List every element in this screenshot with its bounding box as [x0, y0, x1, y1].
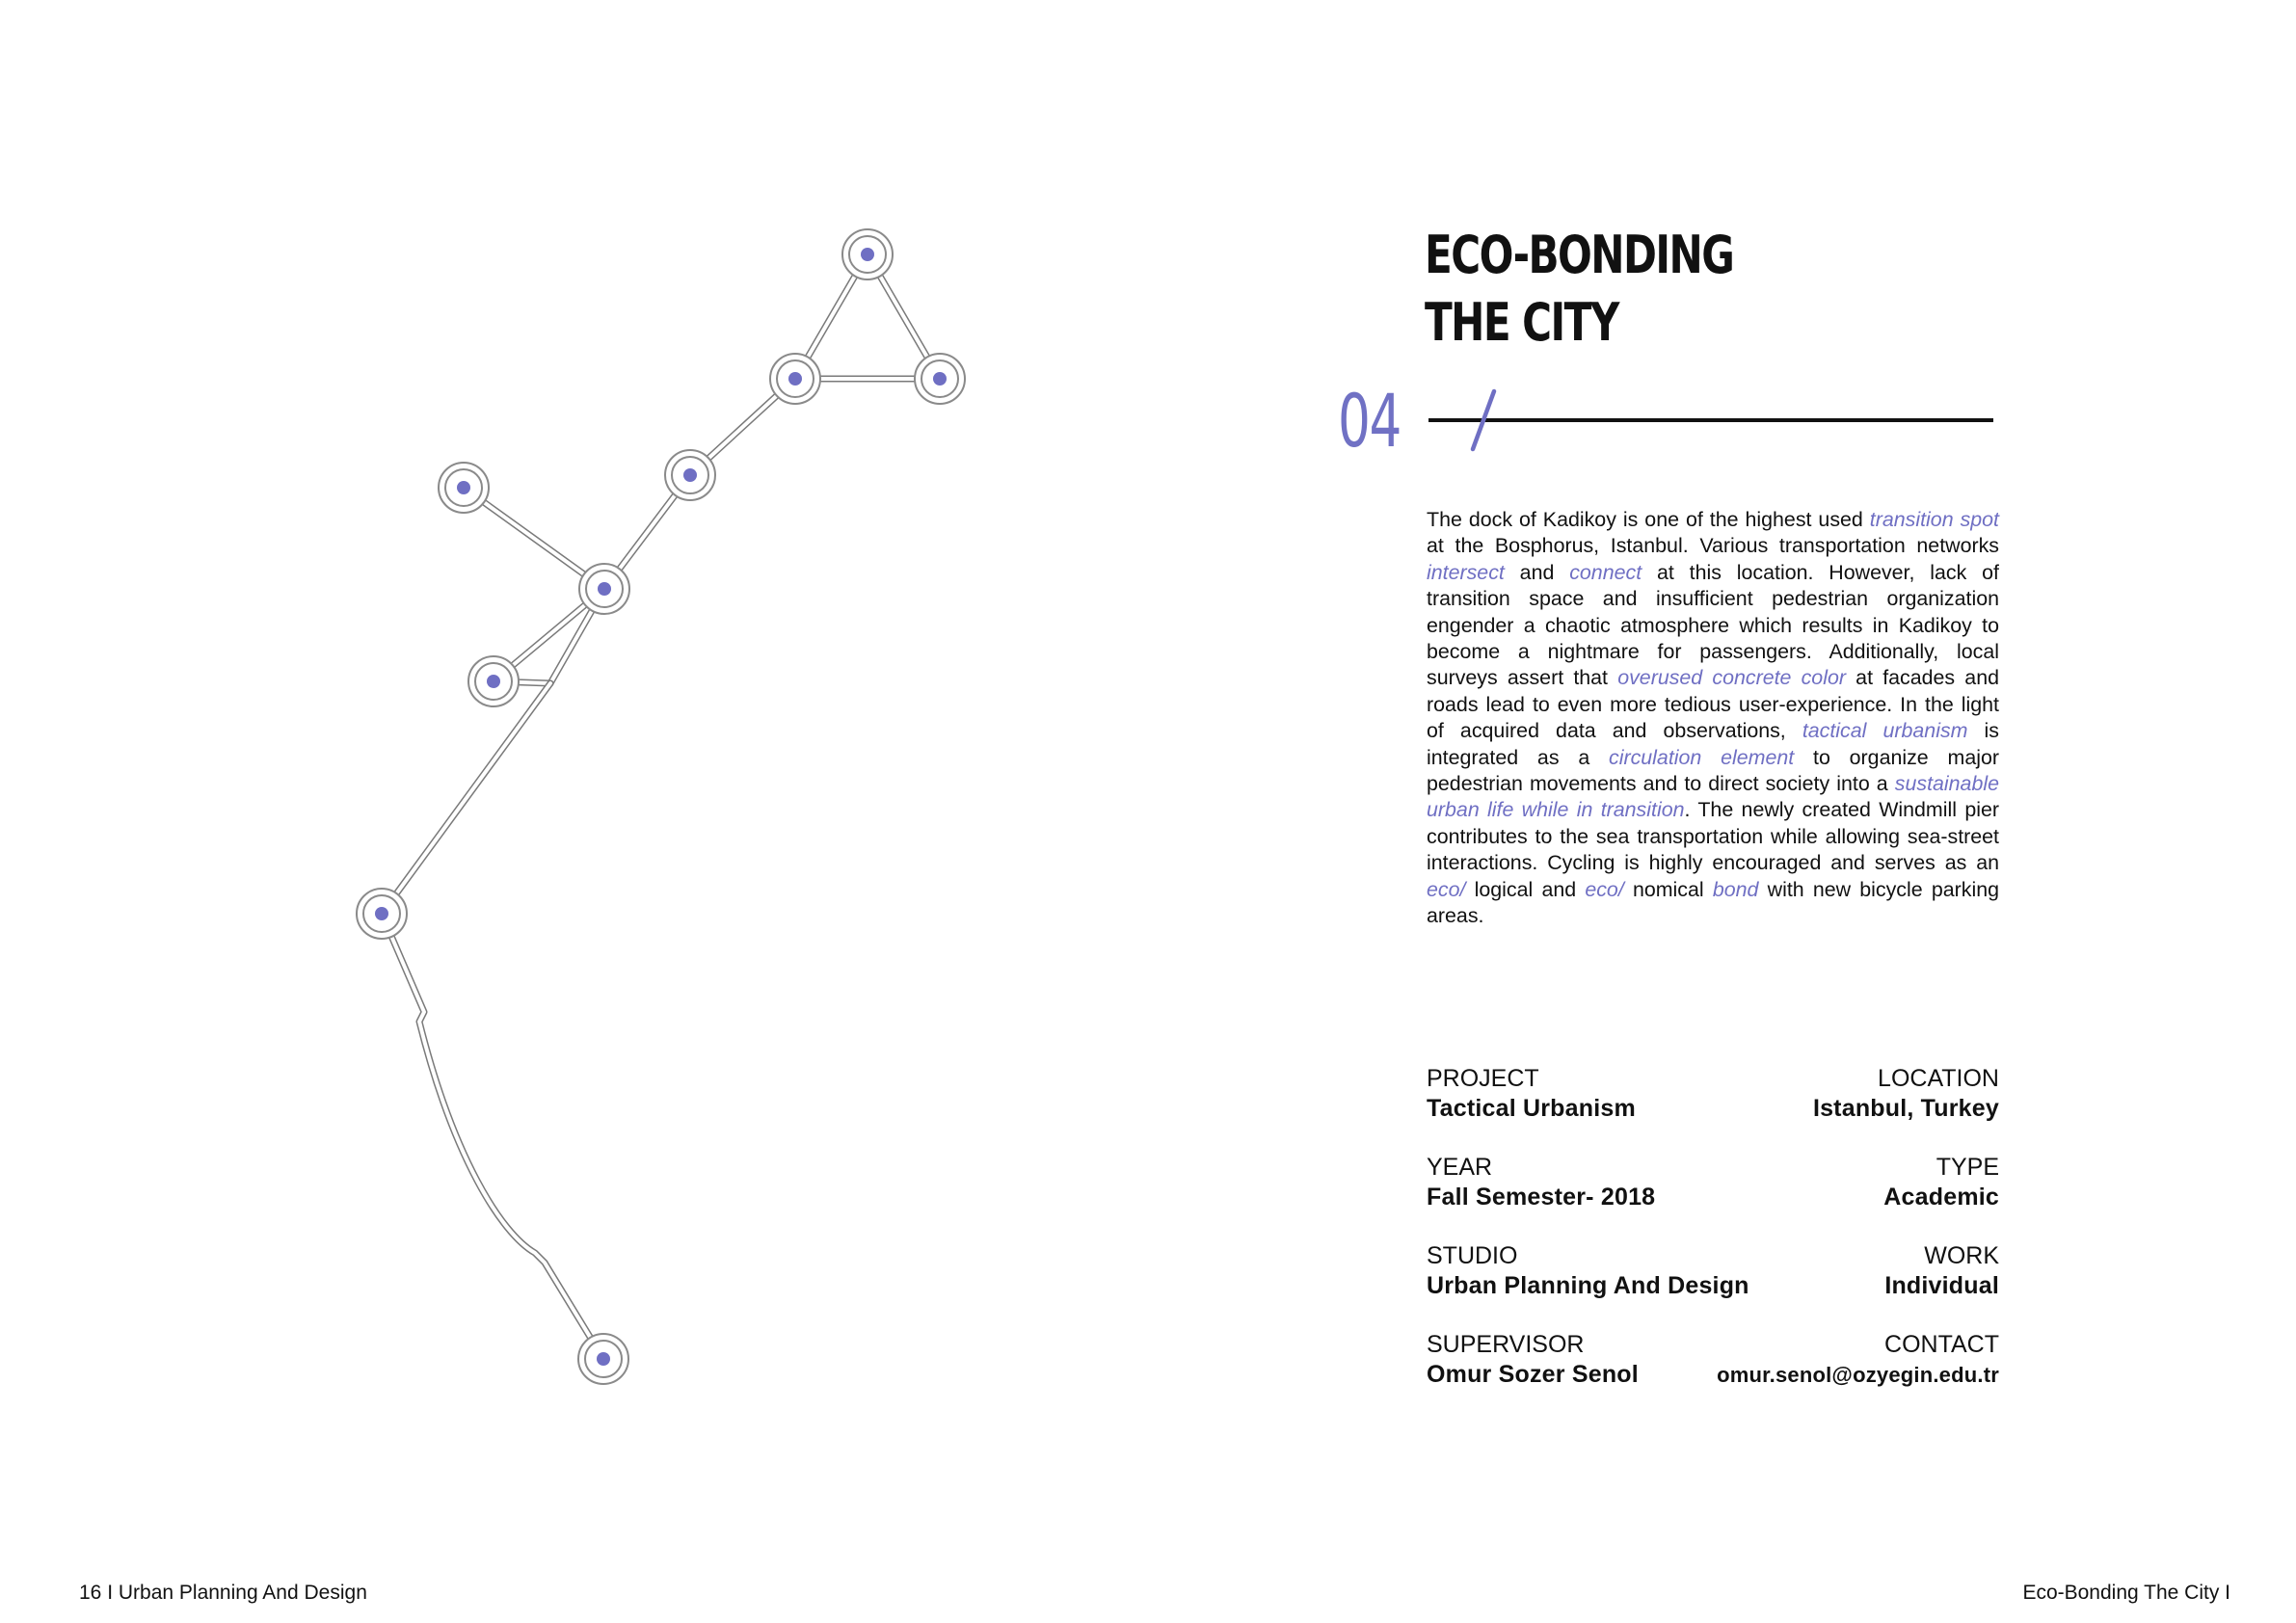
year-label: YEAR	[1427, 1154, 1493, 1181]
contact-label: CONTACT	[1884, 1331, 1999, 1358]
project-description	[1427, 507, 1999, 930]
network-node	[915, 354, 965, 404]
emphasis-text: circulation element	[1609, 745, 1795, 769]
network-node	[842, 229, 893, 279]
location-value: Istanbul, Turkey	[1812, 1095, 1999, 1122]
studio-label: STUDIO	[1427, 1242, 1518, 1269]
meta-supervisor	[1427, 1330, 1639, 1390]
year-value: Fall Semester- 2018	[1427, 1184, 1656, 1211]
body-text-run: is integrated as a	[1427, 719, 1999, 769]
location-label: LOCATION	[1878, 1065, 1999, 1092]
body-text-run: at this location. However, lack of transition space and insufficient pedestrian organization engender a chaotic atmosphere which results in Kadikoy to become a nightmare for passengers. Additionally, local surveys assert that	[1427, 560, 1999, 690]
page-title	[1425, 222, 1733, 357]
work-value: Individual	[1884, 1272, 1999, 1299]
emphasis-text: transition spot	[1869, 508, 1999, 531]
supervisor-label: SUPERVISOR	[1427, 1331, 1585, 1358]
network-node	[665, 450, 715, 500]
meta-year	[1427, 1153, 1655, 1212]
title-line-2: THE CITY	[1425, 292, 1618, 353]
meta-work	[1884, 1241, 1999, 1301]
meta-project	[1427, 1064, 1636, 1124]
meta-row-year	[1427, 1153, 1999, 1212]
project-label: PROJECT	[1427, 1065, 1539, 1092]
chapter-divider	[1417, 386, 2005, 463]
emphasis-text: intersect	[1427, 560, 1505, 584]
network-node	[468, 656, 519, 706]
title-line-1: ECO-BONDING	[1425, 225, 1734, 285]
body-text-run: . The newly created Windmill pier contributes to the sea transportation while allowing sea-street interactions. Cycling is highly encouraged and serves as an	[1427, 798, 1999, 875]
chapter-number: 04	[1338, 378, 1401, 464]
network-node	[770, 354, 820, 404]
contact-value: omur.senol@ozyegin.edu.tr	[1717, 1363, 1999, 1387]
body-text-run: and	[1504, 560, 1570, 584]
emphasis-text: bond	[1712, 877, 1759, 901]
emphasis-text: sustainable urban life while in transition	[1427, 772, 1999, 822]
body-text-run: nomical	[1623, 877, 1713, 901]
meta-studio	[1427, 1241, 1749, 1301]
body-text-run: at the Bosphorus, Istanbul. Various transportation networks	[1427, 534, 1999, 558]
road-segment	[382, 683, 550, 914]
emphasis-text: eco/	[1427, 877, 1466, 901]
work-label: WORK	[1924, 1242, 1999, 1269]
network-node	[439, 463, 489, 513]
meta-row-supervisor	[1427, 1330, 1999, 1390]
meta-contact	[1717, 1330, 1999, 1390]
network-node	[578, 1334, 628, 1384]
body-text-run: to organize major pedestrian movements and to direct society into a	[1427, 745, 1999, 796]
body-text-run: logical and	[1465, 877, 1586, 901]
studio-value: Urban Planning And Design	[1427, 1272, 1749, 1299]
project-value: Tactical Urbanism	[1427, 1095, 1636, 1122]
body-text-run: The dock of Kadikoy is one of the highest used	[1427, 508, 1870, 531]
type-label: TYPE	[1936, 1154, 1999, 1181]
footer-left: 16 I Urban Planning And Design	[79, 1582, 367, 1604]
meta-location	[1813, 1064, 1999, 1124]
emphasis-text: eco/	[1585, 877, 1624, 901]
footer-right: Eco-Bonding The City I	[2022, 1582, 2230, 1604]
network-node	[357, 889, 407, 939]
body-text-run: at facades and roads lead to even more tedious user-experience. In the light of acquired data and observations,	[1427, 666, 1999, 743]
emphasis-text: tactical urbanism	[1802, 719, 1968, 743]
network-node	[579, 564, 629, 614]
body-text-run: with new bicycle parking areas.	[1427, 877, 1999, 928]
road-segment	[382, 914, 603, 1359]
meta-row-studio	[1427, 1241, 1999, 1301]
supervisor-value: Omur Sozer Senol	[1427, 1361, 1639, 1388]
type-value: Academic	[1883, 1184, 1999, 1211]
meta-type	[1883, 1153, 1999, 1212]
emphasis-text: overused concrete color	[1617, 666, 1846, 690]
emphasis-text: connect	[1569, 560, 1642, 584]
meta-row-project	[1427, 1064, 1999, 1124]
